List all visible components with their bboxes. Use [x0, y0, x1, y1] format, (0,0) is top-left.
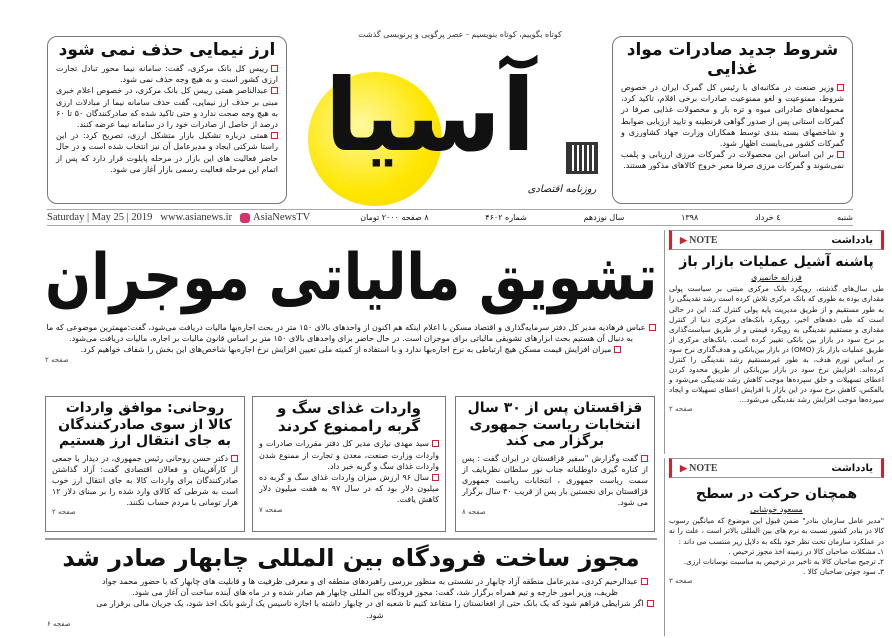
note-text: طی سال‌های گذشته، رویکرد بانک مرکزی مبتنی بر سیاست پولی مقداری بوده به طوری که بانک مرکزی تلاش کرده است رشد نقدینگی را به طور مستقیم و از طریق مدیریت پایه پولی کنترل کند. این در حالی است که طی دهه‌های اخیر، رویکرد بانک‌های مرکزی دنیا از کنترل مقداری و مستقیم نقدینگی به رویکرد قیمتی و از طریق سیاست‌گذاری بر نرخ سود در بازار بین بانکی تغییر کرده است. بانک‌های مرکزی از طریق عملیات بازار باز (OMO) در بازار بین‌بانکی و هدف‌گذاری نرخ سود بر اساس تورم هدف، به طور غیرمستقیم رشد نقدینگی را کنترل کرده‌اند. افزایش نرخ سود در بازار بین‌بانکی از طریق محدود کردن اعطای تسهیلات و خلق سپرده‌ها موجب کاهش رشد نقدینگی می‌شود و بالعکس، کاهش نرخ سود در این بازار با افزایش اعطای تسهیلات و ایجاد سپرده‌ها موجب افزایش رشد نقدینگی می‌شود...	[669, 284, 884, 405]
lead-body	[45, 322, 657, 392]
story-pet-food	[252, 396, 446, 532]
note-text: "مدیر عامل سازمان بنادر" ضمن قبول این موضوع که میانگین رسوب کالا در بنادر کشور نسبت به نرم های بین المللی بالاتر است ، علت را نه در عملکرد سازمان تحت نظر خود بلکه به دلایل زیر منتسب می داند :	[669, 516, 884, 546]
bullet-icon	[614, 346, 621, 353]
paragraph: میزان افزایش قیمت مسکن هیچ ارتباطی به نرخ اجاره‌بها ندارد و با استفاده از کمیته ملی تعیین افزایش نرخ اجاره‌بها شاخص‌های این بخش را شفاف خواهیم کرد.	[80, 345, 612, 355]
page-ref: صفحه ۷	[259, 505, 283, 514]
paragraph: سال ۹۶ ارزش میزان واردات غذای سگ و گربه ده میلیون دلار بود که در سال ۹۷ به هفت میلیون دلار کاهش یافت.	[259, 472, 439, 505]
bottom-headline: مجوز ساخت فرودگاه بین المللی چابهار صادر شد	[62, 544, 640, 572]
lead-headline: تشویق مالیاتی موجران	[44, 241, 658, 315]
note-label: یادداشت	[831, 234, 873, 246]
story-rouhani	[45, 396, 245, 532]
qr-code	[566, 142, 598, 174]
story-title: قزاقستان پس از ۳۰ سال انتخابات ریاست جمهوری برگزار می کند	[467, 400, 643, 450]
page-ref: صفحه ۳	[669, 576, 693, 585]
lead-headline-wrap	[45, 236, 657, 320]
dateline	[47, 209, 853, 226]
bullet-icon	[271, 87, 278, 94]
bullet-icon	[647, 600, 654, 607]
note-header	[669, 230, 884, 250]
story-kazakhstan	[455, 396, 655, 532]
page-ref: صفحه ۶	[47, 620, 71, 628]
bullet-icon	[231, 455, 238, 462]
bullet-icon	[837, 84, 844, 91]
pages-price: ۸ صفحه ۲۰۰۰ تومان	[360, 213, 429, 222]
paragraph: گفت وگزارش "سفیر قزاقستان در ایران گفت : پس از کناره گیری داوطلبانه جناب نور سلطان نظربایف از سمت ریاست جمهوری ، انتخابات ریاست جمهوری قزاقستان برای نخستین بار پس از قریب ۳۰ سال برگزار می شود.	[462, 453, 648, 508]
note-list-item: ۳ـ سود جوئی صاحبان کالا .	[803, 566, 884, 576]
note-title: پاشنه آشیل عملیات بازار باز	[679, 254, 874, 270]
instagram-handle[interactable]: AsiaNewsTV	[253, 212, 311, 223]
page-ref: صفحه ۲	[669, 405, 693, 414]
bullet-icon	[432, 474, 439, 481]
paragraph: عبدالناصر همتی رییس کل بانک مرکزی، در خصوص اعلام خبری مبنی بر حذف ارز نیمایی، گفت حذف سامانه نیما از مبادلات ارزی به هیچ وجه صحت ندارد و حتی تاکید شده که صادرکنندگان ۵۰ تا ۶۰ درصد از حاصل از صادرات خود را در سامانه نیما عرضه کنند.	[56, 86, 278, 129]
website-link[interactable]: www.asianews.ir	[160, 212, 233, 223]
bullet-icon	[641, 455, 648, 462]
bullet-icon	[649, 324, 656, 331]
paragraph: سید مهدی نیازی مدیر کل دفتر مقررات صادرات و واردات وزارت صنعت، معدن و تجارت از ممنوع شدن واردات غذای سگ و گربه خبر داد.	[259, 439, 439, 471]
paragraph: همتی درباره تشکیل بازار متشکل ارزی، تصریح کرد: در این راستا شرکتی ایجاد و مدیرعامل آن نیز انتخاب شده است و در حال حاضر فعالیت های این بازار در مرحله پایلوت قرار دارد که پس از اتمام این مرحله فعالیت رسمی بازار آغاز می شود.	[56, 131, 278, 174]
paragraph: بر این اساس این محصولات در گمرکات مرزی ارزیابی و پلمب نمی‌شوند و گمرکات مرزی صرفا معبر خروج کالاهای مذکور هستند.	[621, 150, 844, 171]
bottom-headline-wrap	[45, 542, 657, 574]
story-title: واردات غذای سگ و گربه راممنوع کردند	[277, 399, 421, 435]
note-label-en: ▶ NOTE	[680, 463, 718, 474]
divider	[45, 538, 657, 540]
note-surface-movement	[664, 458, 888, 636]
year: ۱۳۹۸	[681, 213, 699, 222]
paragraph: دکتر حسن روحانی رئیس جمهوری، در دیدار با جمعی از کارآفرینان و فعالان اقتصادی گفت: آزاد گذاشتن صادرکنندگان برای واردات کالا به جای انتقال ارز خوب است به شرطی که کالای وارد شده را بر مبنای دلار ۱۲ هزار تومانی با مردم حساب نکنند.	[52, 453, 238, 508]
story-title: روحانی: موافق واردات کالا از سوی صادرکنندگان به جای انتقال ارز هستیم	[58, 400, 232, 450]
logo-subtitle: روزنامه اقتصادی	[527, 184, 597, 195]
note-title: همچنان حرکت در سطح	[695, 486, 858, 502]
paragraph: رییس کل بانک مرکزی، گفت: سامانه نیما محور تبادل تجارت ارزی کشور است و به هیچ وجه حذف نمی شود.	[56, 64, 278, 85]
note-header	[669, 458, 884, 478]
bullet-icon	[432, 440, 439, 447]
note-label: یادداشت	[831, 462, 873, 474]
issue: شماره ۴۶۰۲	[485, 213, 527, 222]
slogan: کوتاه بگوییم، کوتاه بنویسیم - عصر پرگویی و پرنویسی گذشت	[358, 30, 562, 39]
bottom-body	[95, 576, 655, 636]
note-label-en: ▶ NOTE	[680, 235, 718, 246]
day: شنبه	[837, 213, 853, 222]
headline: شروط جدید صادرات مواد غذایی	[626, 40, 839, 80]
note-achilles-heel	[664, 230, 888, 454]
paragraph: وزیر صنعت در مکاتبه‌ای با رئیس کل گمرک ایران در خصوص شروط، ممنوعیت و لغو ممنوعیت صادرات برخی اقلام، تاکید کرد، محموله‌های صادراتی میوه و تره بار و محصولات غذایی صرفا در گمرکات استانی پس از صدور گواهی قرنطینه و تایید ارزیابی ضوابط و شاخصهای بسته بندی توسط همکاران وزارت جهاد کشاورزی و گمرکات کشور می‌بایست اظهار شود.	[621, 83, 844, 148]
box-nima-currency	[47, 36, 287, 204]
bullet-icon	[641, 578, 648, 585]
english-date: Saturday | May 25 | 2019	[47, 212, 153, 223]
date: ٤ خرداد	[754, 213, 781, 222]
box-food-exports	[612, 36, 853, 204]
note-author: فرزانه خانمیری	[751, 272, 802, 282]
volume: سال نوزدهم	[583, 213, 625, 222]
bullet-icon	[271, 65, 278, 72]
paragraph: عباس فرهادیه مدیر کل دفتر سرمایه‌گذاری و اقتصاد مسکن با اعلام اینکه هم اکنون از واحدهای بالای ۱۵۰ متر در بحث اجاره‌بها مالیات دریافت می‌شود، گفت:مهمترین موضوعی که ما به دنبال آن هستیم بحث ابزارهای تشویقی مالیاتی برای موجران است. در حال حاضر برای واحدهای بالای ۱۵۰ متر بر اساس قانون مالیات بر اجاره، مالیات دریافت می‌شود.	[46, 323, 646, 344]
paragraph: اگر شرایطی فراهم شود که یک بانک حتی از افغانستان را متقاعد کنیم تا شعبه ای در چابهار داشته یا اجازه تاسیس یک آرشو بانک اخذ شود، یک جریان مالی برقرار می شود.	[96, 599, 644, 620]
instagram-icon	[240, 213, 250, 223]
logo: آسیا	[324, 57, 536, 174]
note-list-item: ۲ـ ترجیح صاحبان کالا به تاخیر در ترخیص به مناسبت نوسانات ارزی.	[683, 556, 884, 566]
note-list-item: ۱ـ مشکلات صاحبان کالا در زمینه اخذ مجوز ترخیص .	[728, 546, 884, 556]
page-ref: صفحه ۲	[52, 508, 76, 517]
bullet-icon	[837, 151, 844, 158]
note-author: مسعود خوشابی	[750, 504, 803, 514]
bullet-icon	[271, 132, 278, 139]
paragraph: عبدالرحیم کردی، مدیرعامل منطقه آزاد چابهار در نشستی به منظور بررسی راهبردهای منطقه ای و معرفی ظرفیت ها و قابلیت های چابهار که با حضور محمد جواد ظریف، وزیر امور خارجه و تیم همراه برگزار شد، گفت: مجوز فرودگاه بین المللی چابهار هم صادر شده و در ماه های آینده ساخت آن آغاز می شود.	[102, 577, 638, 598]
page-ref: صفحه ۲	[45, 355, 69, 364]
headline: ارز نیمایی حذف نمی شود	[58, 40, 276, 60]
page-ref: صفحه ۸	[462, 508, 486, 517]
